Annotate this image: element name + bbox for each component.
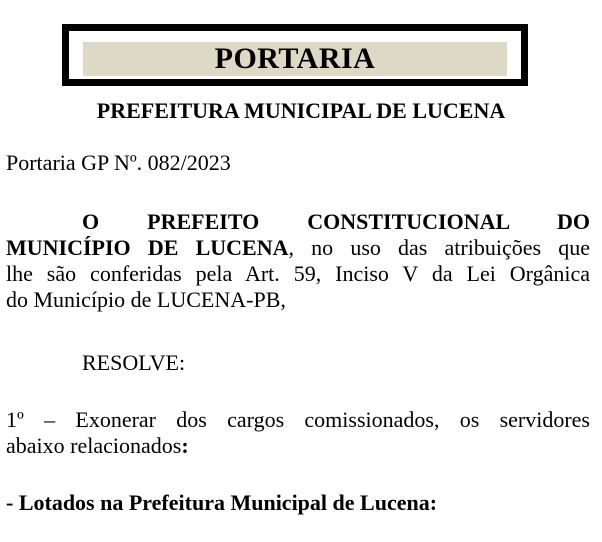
article-1-colon: :	[181, 433, 189, 458]
preamble-line-2-rest: , no uso das atribuições que	[288, 235, 590, 260]
article-1-line-2	[6, 433, 590, 459]
preamble-line-1: O PREFEITO CONSTITUCIONAL DO	[82, 209, 590, 234]
header-frame	[62, 24, 528, 86]
issuer-heading: PREFEITURA MUNICIPAL DE LUCENA	[96, 98, 506, 123]
portaria-number-text: Portaria GP Nº. 082/2023	[6, 150, 231, 175]
municipality-bold: MUNICÍPIO DE LUCENA	[6, 235, 289, 260]
document-title: PORTARIA	[214, 42, 376, 75]
preamble-line-4: do Município de LUCENA-PB,	[6, 287, 286, 312]
preamble-line-3: lhe são conferidas pela Art. 59, Inciso V da Lei Orgânica	[6, 261, 590, 286]
preamble-line-2	[6, 235, 590, 261]
article-1-line-1: 1º – Exonerar dos cargos comissionados, os servidores	[6, 407, 590, 432]
article-1	[6, 407, 590, 459]
article-1-line-2-text: abaixo relacionados	[6, 433, 182, 458]
preamble-paragraph	[6, 209, 590, 313]
header-band	[83, 42, 507, 76]
resolve-text: RESOLVE:	[82, 350, 186, 375]
section-heading	[6, 490, 590, 516]
section-heading-text: - Lotados na Prefeitura Municipal de Lucena:	[6, 490, 438, 515]
resolve-heading	[6, 350, 185, 376]
portaria-number	[6, 150, 590, 176]
